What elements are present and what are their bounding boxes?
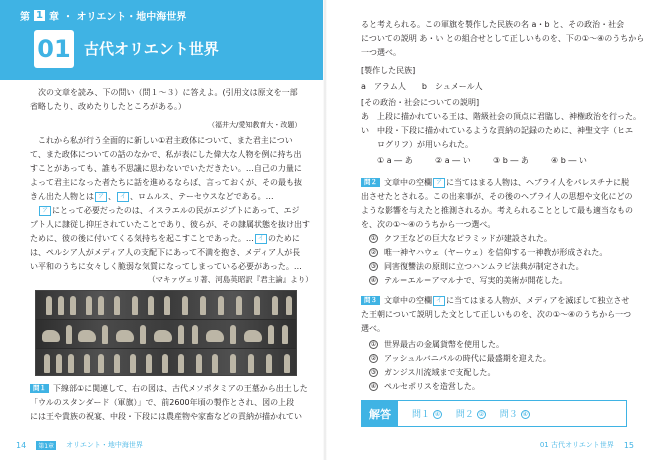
q1-cont-line: 一つ選べ。 <box>361 48 401 57</box>
citation: （マキァヴェリ著、河島英昭訳『君主論』より） <box>148 275 313 284</box>
q2-line: ような影響を与えたと推測されるか。考えられることとして最も適当なもの <box>361 206 633 215</box>
footer-left <box>16 440 143 450</box>
section-number: 01 <box>34 30 74 68</box>
circle-4-icon: ④ <box>370 277 377 284</box>
chapter-header <box>0 0 325 80</box>
circle-1-icon: ① <box>370 235 377 242</box>
q1-line <box>30 382 308 396</box>
q1-line: には王や貴族の祝宴、中段・下段には農産物や家畜などの貢納が描かれてい <box>30 412 302 421</box>
desc-line: い 中段・下段に描かれているような貢納の記録のために、神聖文字（ヒエ <box>361 126 633 135</box>
footer-title: 01 古代オリエント世界 <box>539 441 614 449</box>
source-note: （福井大/愛知教育大・改題） <box>208 121 302 129</box>
body-text: のために <box>267 234 300 243</box>
choice-text: ガンジス川流域まで支配した。 <box>384 368 496 377</box>
answer-box <box>361 400 627 427</box>
circle-3-icon: ③ <box>370 369 377 376</box>
intro-line: 次の文章を読み、下の問い（問１〜３）に答えよ。(引用文は原文を一部 <box>38 88 298 97</box>
q1-line: 「ウルのスタンダード（軍旗）」で、前2600年頃の製作とされ、図の上段 <box>30 398 295 407</box>
image-band-top <box>36 291 297 319</box>
answer-value: ② <box>478 411 484 418</box>
q2-choice[interactable] <box>369 260 584 274</box>
standard-of-ur-image <box>35 290 297 376</box>
blank-i: イ <box>117 192 129 202</box>
circle-2-icon: ② <box>370 249 377 256</box>
q1-text: 下線部①に関連して、右の図は、古代メソポタミアの王墓から出土した <box>53 384 308 393</box>
chapter-title: ・ オリエント・地中海世界 <box>62 12 187 23</box>
body-line <box>30 232 300 246</box>
chapter-suffix: 章 <box>48 12 59 23</box>
chapter-prefix: 第 <box>20 12 30 23</box>
desc-heading: [その政治・社会についての説明] <box>361 98 480 107</box>
answer-value: ④ <box>434 411 441 418</box>
q2-text: に当てはまる人物は、ヘブライ人をパレスチナに脱 <box>446 178 630 187</box>
body-line: は、ペルシア人がメディア人の支配下にあって不満を抱き、メディア人が長 <box>30 248 301 257</box>
blank-a: ア <box>39 206 51 216</box>
blank-i: イ <box>433 296 445 306</box>
page-number: 15 <box>623 440 634 450</box>
desc-line: ログリフ）が用いられた。 <box>361 140 473 149</box>
body-text: ために、彼の後に付いてくる気持ちを起こすことであった。… <box>30 234 254 243</box>
q2-text: 文章中の空欄 <box>384 178 432 187</box>
blank-i: イ <box>255 234 267 244</box>
q1-choice[interactable]: ③ b ― あ <box>493 156 529 165</box>
body-line: い平和のうちに女々しく脆弱な気質になってしまっている必要があった。… <box>30 262 302 271</box>
choice-text: 唯一神ヤハウェ（ヤーウェ）を信仰する一神教が形成された。 <box>384 248 608 257</box>
choice-text: クフ王などの巨大なピラミッドが建設された。 <box>384 234 552 243</box>
q2-choice[interactable] <box>369 246 607 260</box>
q2-choice[interactable] <box>369 232 552 246</box>
body-text: にとって必要だったのは、イスラエルの民がエジプトにあって、エジ <box>52 206 300 215</box>
footer-right <box>540 440 634 450</box>
circle-2-icon: ② <box>370 355 377 362</box>
image-band-bottom <box>36 349 297 376</box>
blank-a: ア <box>433 178 445 188</box>
q3-line: 選べ。 <box>361 324 385 333</box>
q1-choice[interactable]: ④ b ― い <box>551 156 587 165</box>
body-line: よって君主になった者たちに話を進めるならば、言っておくが、その最も抜 <box>30 178 302 187</box>
q2-line: を、次の①〜④のうちから一つ選べ。 <box>361 220 496 229</box>
q1-cont-line: についての説明 あ・い との組合せとして正しいものを、下の①〜④のうちから <box>361 34 645 43</box>
answer-value: ④ <box>522 411 528 418</box>
q1-label: 問１ <box>30 384 49 393</box>
q3-line: た王朝について説明した文として正しいものを、次の①〜④のうちから一つ <box>361 310 632 319</box>
body-line: て、また政体についての話のなかで、私が表にした偉大な人物を例に持ち出 <box>30 150 302 159</box>
body-line: これから私が行う全面的に新しい①君主政体について、また君主につい <box>38 136 293 145</box>
answer-question: 問３ <box>499 410 518 420</box>
chapter-line <box>20 8 186 23</box>
people-heading: [製作した民族] <box>361 66 416 75</box>
choice-text: アッシュルバニパルの時代に最盛期を迎えた。 <box>384 354 551 363</box>
answer-q2 <box>456 407 486 420</box>
body-line: すことがあっても、誰も不思議に思わないでいただきたい。…自己の力量に <box>30 164 302 173</box>
circle-3-icon: ③ <box>370 263 377 270</box>
footer-title: オリエント・地中海世界 <box>66 441 143 449</box>
choice-text: 世界最古の金属貨幣を使用した。 <box>384 340 504 349</box>
q3-choice[interactable] <box>369 352 551 366</box>
q3-text: 文章中の空欄 <box>384 296 432 305</box>
choice-text: 同害復讐法の原則に立つハンムラビ法典が制定された。 <box>384 262 584 271</box>
right-page <box>325 0 650 460</box>
q2-line <box>361 176 629 190</box>
section-title: 古代オリエント世界 <box>84 40 219 58</box>
circle-1-icon: ① <box>370 341 377 348</box>
blank-a: ア <box>95 192 107 202</box>
image-band-middle <box>36 320 297 348</box>
q3-choice[interactable] <box>369 380 480 394</box>
body-text: きん出た人物とは <box>30 192 94 201</box>
q1-choice[interactable]: ② a ― い <box>435 156 471 165</box>
q1-choice[interactable]: ① a ― あ <box>377 156 413 165</box>
people-options: a アラム人 b シュメール人 <box>361 82 483 91</box>
footer-chapter: 第1章 <box>38 442 55 450</box>
circle-4-icon: ④ <box>370 383 377 390</box>
body-line <box>38 204 300 218</box>
q2-choice[interactable] <box>369 274 567 288</box>
q3-choice[interactable] <box>369 366 496 380</box>
answer-q3 <box>500 407 530 420</box>
chapter-number: 1 <box>36 10 43 21</box>
choice-text: テル＝エル＝アマルナで、写実的美術が開花した。 <box>384 276 568 285</box>
q3-text: に当てはまる人物が、メディアを滅ぼして独立させ <box>446 296 630 305</box>
answer-question: 問１ <box>412 410 431 420</box>
choice-text: ペルセポリスを造営した。 <box>384 382 480 391</box>
page-number: 14 <box>16 440 27 450</box>
desc-line: あ 上段に描かれている王は、階級社会の頂点に君臨し、神権政治を行った。 <box>361 112 641 121</box>
q3-choice[interactable] <box>369 338 504 352</box>
answer-q1 <box>412 407 442 420</box>
q3-line <box>361 294 629 308</box>
q1-cont-line: ると考えられる。この軍旗を製作した民族の名 a・b と、その政治・社会 <box>361 20 625 29</box>
q2-line: 出させたとされる。この出来事が、その後のヘブライ人の思想や文化にどの <box>361 192 633 201</box>
body-line: きん出た人物とは ア 、 イ 、ロムルス、テーセウスなどである。… <box>30 192 274 201</box>
body-text: 、ロムルス、テーセウスなどである。… <box>130 192 274 201</box>
intro-line: 省略したり、改めたりしたところがある。） <box>30 102 186 111</box>
answer-label: 解答 <box>362 401 398 426</box>
body-line: プト人に隷従し抑圧されていたことであり、彼らが、その隷属状態を抜け出す <box>30 220 310 229</box>
q3-label: 問３ <box>361 296 380 305</box>
q2-label: 問２ <box>361 178 380 187</box>
answer-question: 問２ <box>455 410 474 420</box>
